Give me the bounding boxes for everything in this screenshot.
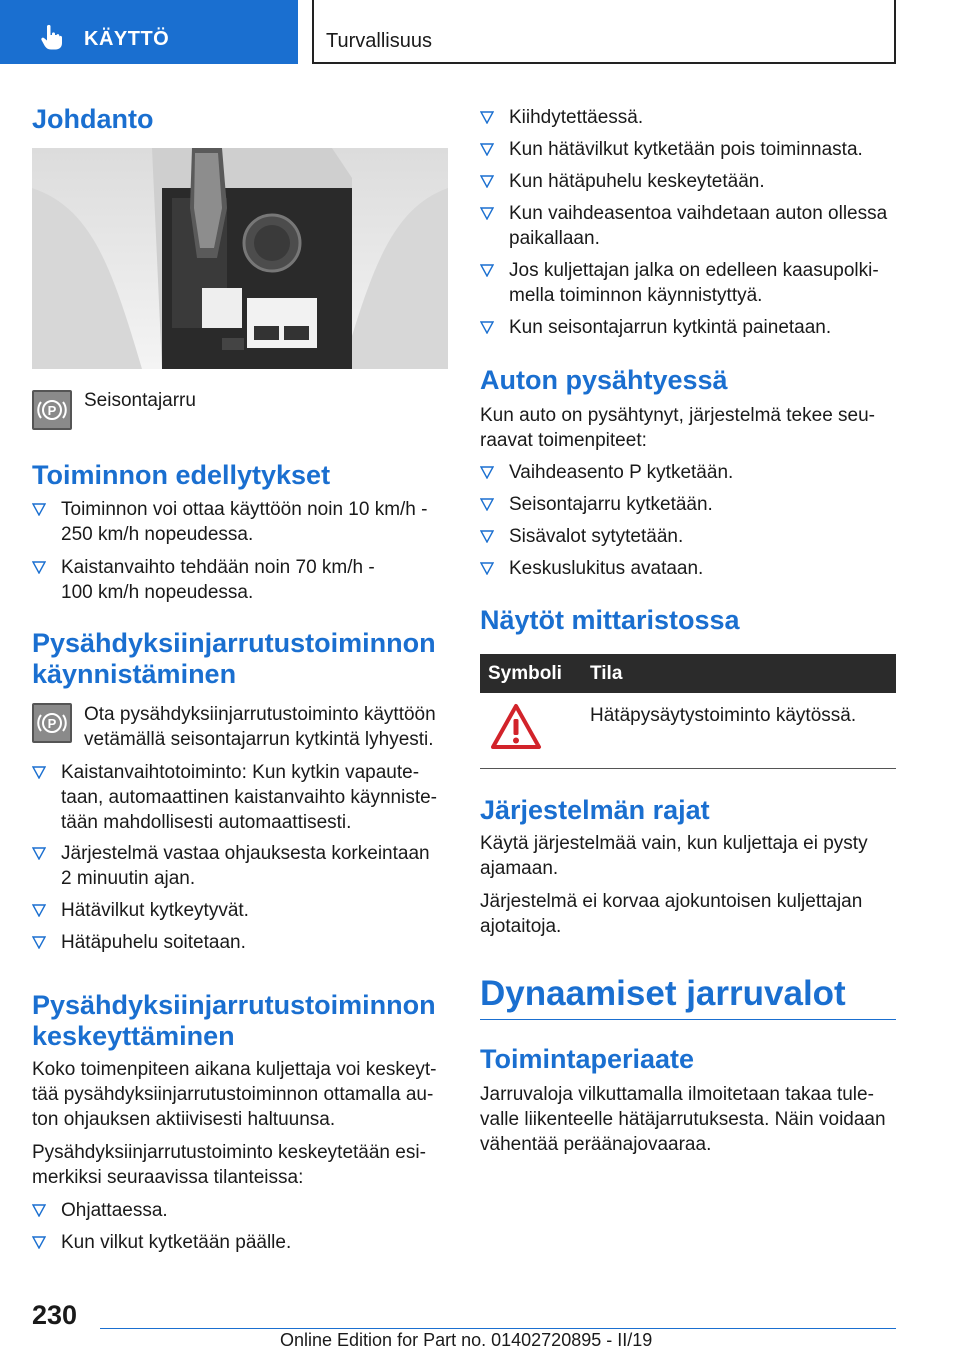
- list-item: Kun seisontajarrun kytkintä painetaan.: [480, 315, 896, 340]
- bullet-triangle-icon: [480, 174, 494, 188]
- list-item: Kun hätäpuhelu keskeytetään.: [480, 169, 896, 194]
- table-row-state: Hätäpysäytystoiminto käytössä.: [590, 705, 857, 726]
- list-item: Jos kuljettajan jalka on edelleen kaasupolki- mella toiminnon käynnistyttyä.: [480, 258, 896, 308]
- bullet-triangle-icon: [32, 1235, 46, 1249]
- list-item: Kiihdytettäessä.: [480, 105, 896, 130]
- section-tab[interactable]: [0, 0, 298, 64]
- section-heading-abort: Pysähdyksiinjarrutustoiminnon keskeyttäminen: [32, 990, 436, 1051]
- list-item: Kun hätävilkut kytketään pois toiminnasta.: [480, 137, 896, 162]
- section-heading-stopped: Auton pysähtyessä: [480, 365, 728, 395]
- bullet-triangle-icon: [480, 320, 494, 334]
- stopped-paragraph: Kun auto on pysähtynyt, järjestelmä tekee seu- raavat toimenpiteet:: [480, 405, 876, 451]
- list-item: Kaistanvaihto tehdään noin 70 km/h - 100 km/h nopeudessa.: [32, 555, 448, 605]
- topic-tab[interactable]: [312, 0, 896, 64]
- parking-brake-caption: Seisontajarru: [84, 390, 196, 411]
- svg-text:P: P: [47, 716, 57, 731]
- symbol-table-header: [480, 654, 896, 693]
- list-item: Järjestelmä vastaa ohjauksesta korkeintaan 2 minuutin ajan.: [32, 841, 448, 891]
- parking-brake-icon: [34, 705, 70, 741]
- bullet-triangle-icon: [480, 497, 494, 511]
- topic-label: Turvallisuus: [326, 30, 432, 52]
- abort-paragraph-1: Koko toimenpiteen aikana kuljettaja voi keskeyt- tää pysähdyksiinjarrutustoiminnon ottamalla au- ton ohjauksen aktiivisesti haltuunsa.: [32, 1059, 437, 1130]
- chapter-underline: [480, 1019, 896, 1020]
- section-heading-conditions: Toiminnon edellytykset: [32, 460, 331, 490]
- list-item: Kun vaihdeasentoa vaihdetaan auton ollessa paikallaan.: [480, 201, 896, 251]
- bullet-triangle-icon: [32, 1203, 46, 1217]
- list-item: Sisävalot sytytetään.: [480, 524, 896, 549]
- page-number: 230: [32, 1300, 78, 1330]
- limits-paragraph-1: Käytä järjestelmää vain, kun kuljettaja ei pysty ajamaan.: [480, 833, 868, 879]
- section-label: KÄYTTÖ: [84, 28, 170, 50]
- list-item: Vaihdeasento P kytketään.: [480, 460, 896, 485]
- gear-selector-photo: [32, 148, 448, 369]
- bullet-triangle-icon: [480, 110, 494, 124]
- bullet-triangle-icon: [32, 903, 46, 917]
- bullet-triangle-icon: [480, 561, 494, 575]
- svg-text:P: P: [47, 403, 57, 418]
- list-item: Ohjattaessa.: [32, 1198, 448, 1223]
- principle-paragraph: Jarruvaloja vilkuttamalla ilmoitetaan takaa tule- valle liikenteelle hätäjarrutuksesta. Näin voidaan vähentää peräänajovaaraa.: [480, 1084, 886, 1155]
- list-item: Keskuslukitus avataan.: [480, 556, 896, 581]
- list-item: Seisontajarru kytketään.: [480, 492, 896, 517]
- section-heading-displays: Näytöt mittaristossa: [480, 605, 740, 635]
- list-item: Hätäpuhelu soitetaan.: [32, 930, 448, 955]
- bullet-triangle-icon: [32, 846, 46, 860]
- list-item: Kun vilkut kytketään päälle.: [32, 1230, 448, 1255]
- footer-rule: [100, 1328, 896, 1329]
- list-item: Hätävilkut kytkeytyvät.: [32, 898, 448, 923]
- parking-brake-symbol: [32, 703, 72, 743]
- parking-brake-icon: [34, 392, 70, 428]
- table-divider: [480, 768, 896, 769]
- abort-paragraph-2: Pysähdyksiinjarrutustoiminto keskeytetään esi- merkiksi seuraavissa tilanteissa:: [32, 1142, 426, 1188]
- bullet-triangle-icon: [480, 529, 494, 543]
- start-instruction: Ota pysähdyksiinjarrutustoiminto käyttöön vetämällä seisontajarrun kytkintä lyhyesti.: [84, 704, 436, 750]
- footer-edition: Online Edition for Part no. 01402720895 - II/19: [280, 1330, 653, 1350]
- bullet-triangle-icon: [32, 502, 46, 516]
- list-item: Toiminnon voi ottaa käyttöön noin 10 km/h - 250 km/h nopeudessa.: [32, 497, 448, 547]
- bullet-triangle-icon: [32, 560, 46, 574]
- column-header-state: Tila: [590, 663, 623, 684]
- bullet-triangle-icon: [32, 935, 46, 949]
- bullet-triangle-icon: [480, 263, 494, 277]
- list-item: Kaistanvaihtotoiminto: Kun kytkin vapaute- taan, automaattinen kaistanvaihto käynniste- tään mahdollisesti automaattisesti.: [32, 760, 448, 835]
- section-heading-start: Pysähdyksiinjarrutustoiminnon käynnistäminen: [32, 628, 436, 689]
- warning-triangle-icon: [490, 703, 542, 751]
- parking-brake-symbol: [32, 390, 72, 430]
- bullet-triangle-icon: [480, 142, 494, 156]
- center-console-illustration: [32, 148, 448, 369]
- section-heading-limits: Järjestelmän rajat: [480, 795, 710, 825]
- bullet-triangle-icon: [32, 765, 46, 779]
- chapter-heading-dynamic-brake-lights: Dynaamiset jarruvalot: [480, 974, 846, 1013]
- section-heading-intro: Johdanto: [32, 104, 154, 134]
- column-header-symbol: Symboli: [488, 663, 562, 684]
- limits-paragraph-2: Järjestelmä ei korvaa ajokuntoisen kuljettajan ajotaitoja.: [480, 891, 863, 937]
- bullet-triangle-icon: [480, 206, 494, 220]
- hand-pointer-icon: [40, 24, 64, 50]
- section-heading-principle: Toimintaperiaate: [480, 1044, 695, 1074]
- bullet-triangle-icon: [480, 465, 494, 479]
